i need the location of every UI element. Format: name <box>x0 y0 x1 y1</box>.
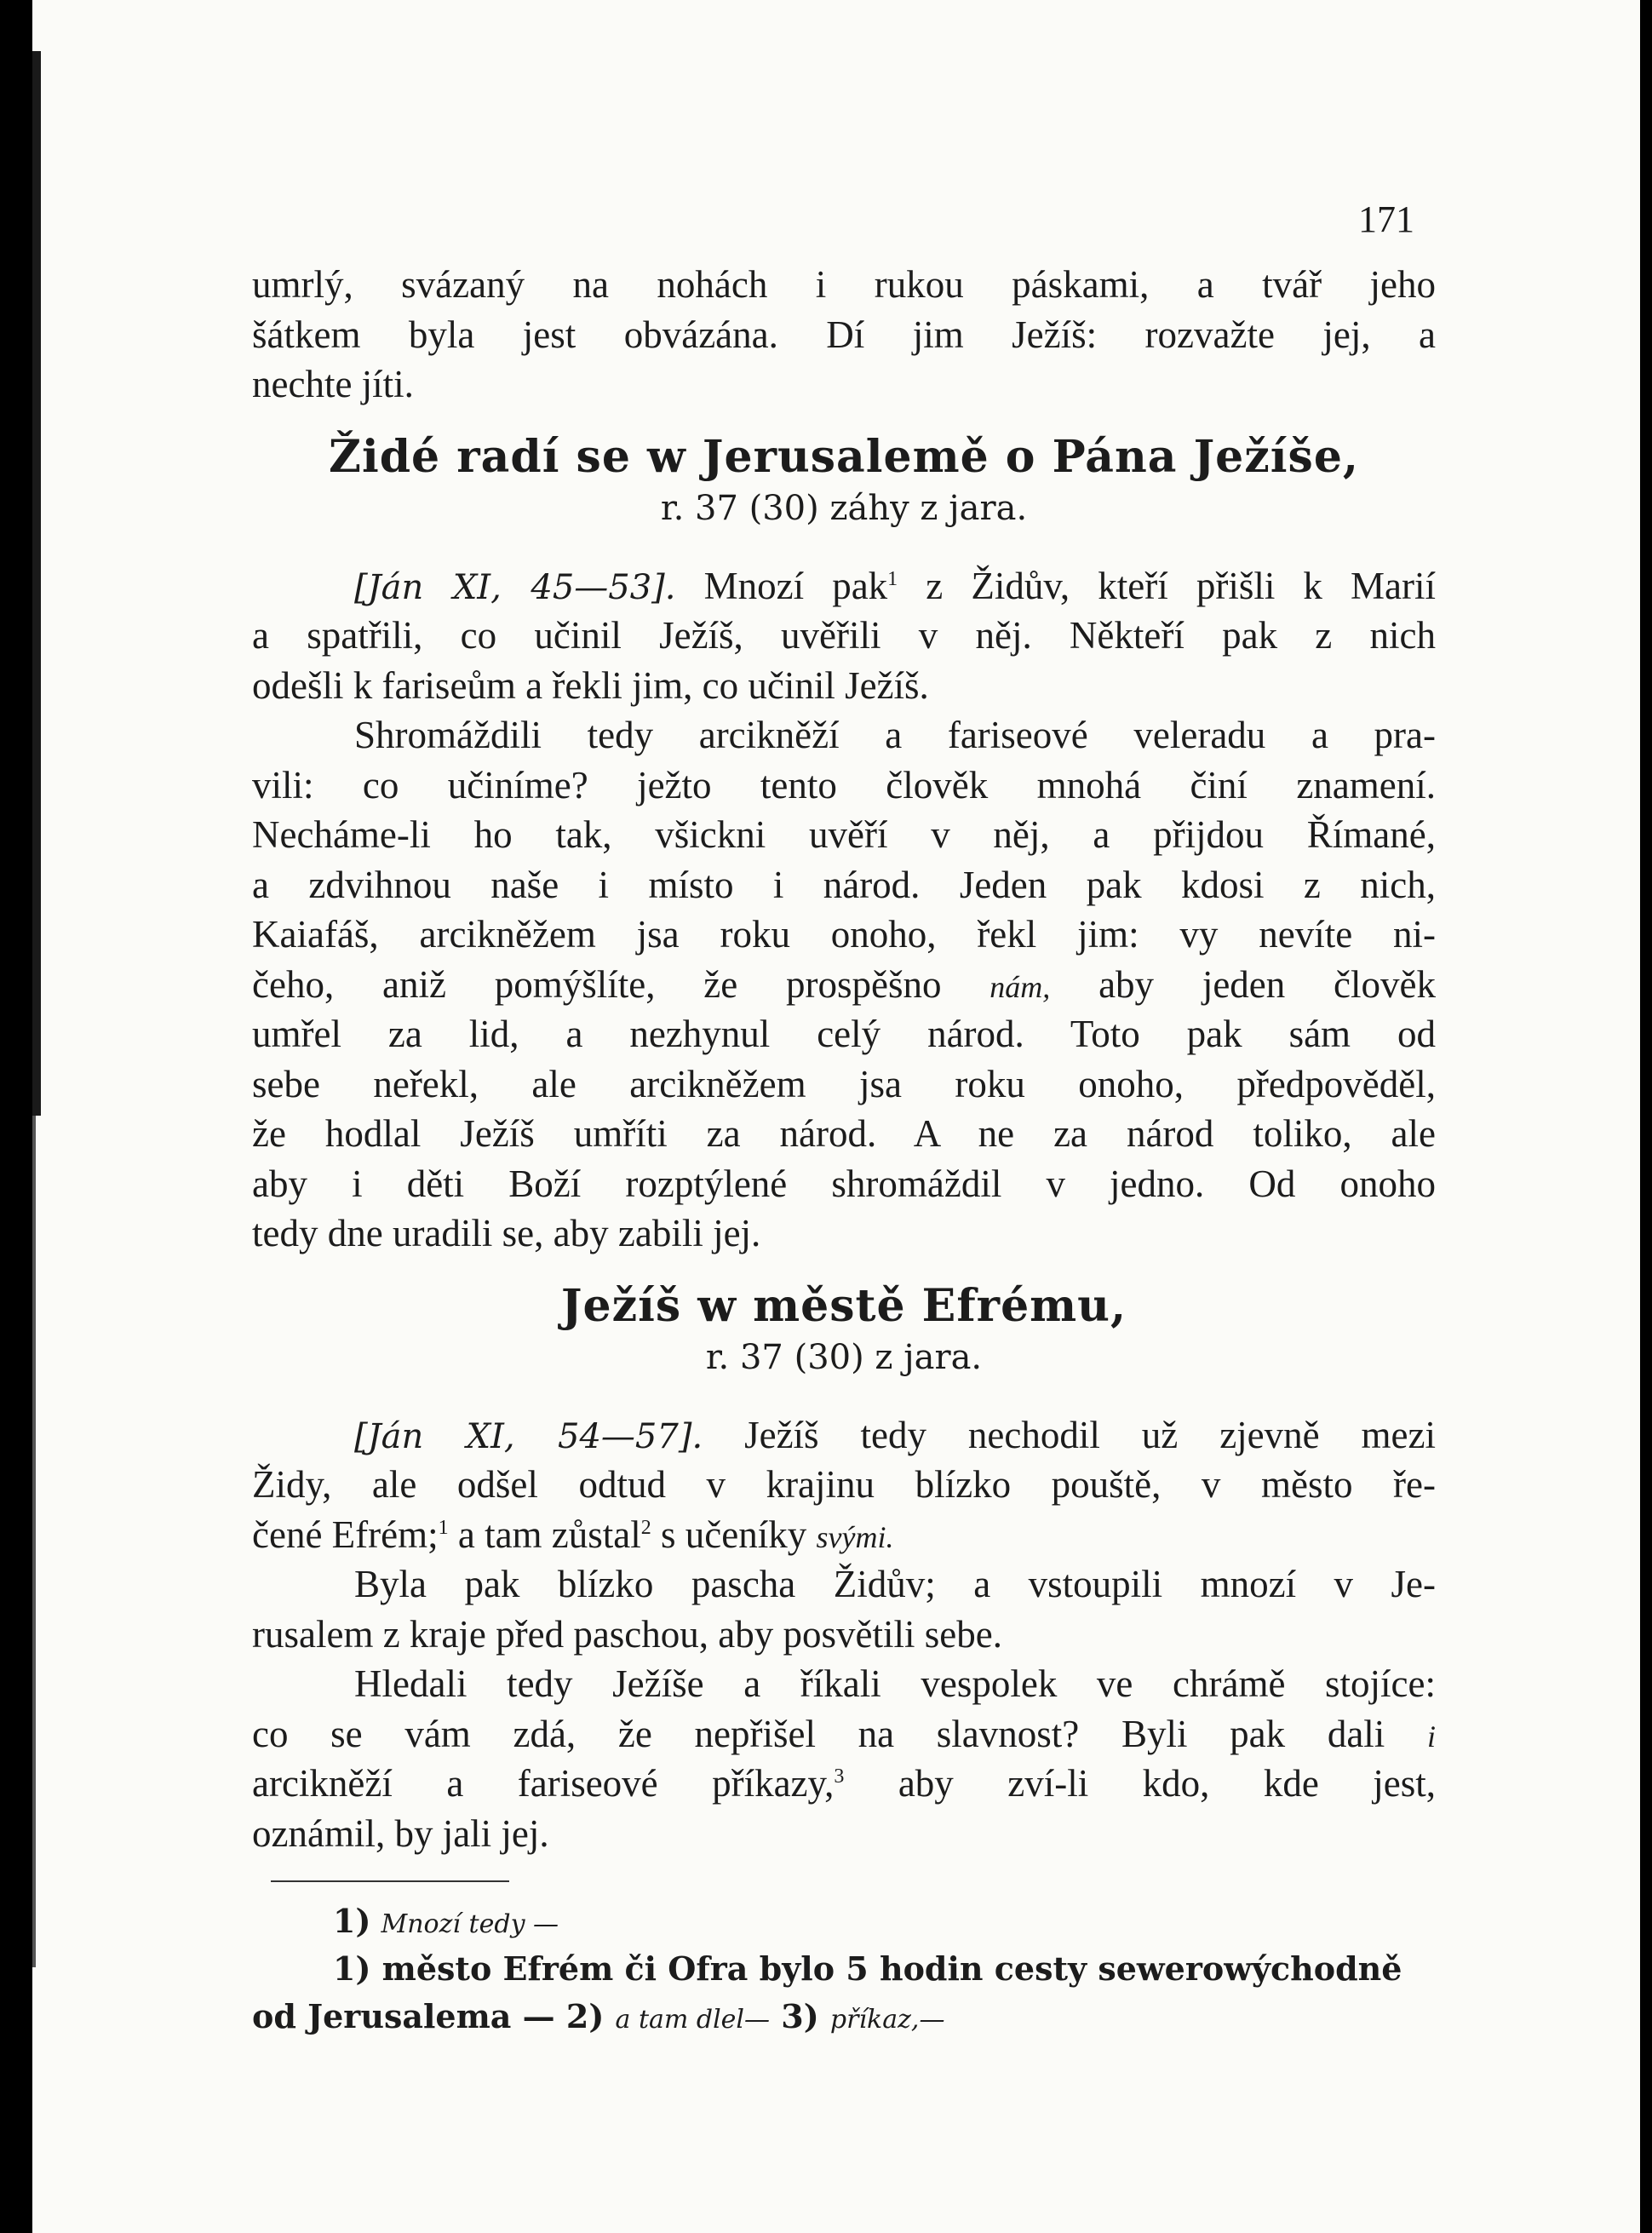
paragraph-pascha <box>252 1559 1436 1659</box>
text-line: a zdvihnou naše i místo i národ. Jeden pak kdosi z nich, <box>252 863 1436 906</box>
footnote-marker: 1 <box>438 1516 449 1539</box>
scripture-reference: [Ján XI, 45—53]. <box>354 567 676 607</box>
text-line: umrlý, svázaný na nohách i rukou páskami, a tvář jeho <box>252 263 1436 306</box>
text-line: Shromáždili tedy arcikněží a fariseové veleradu a pra- <box>354 714 1436 756</box>
text-line: [Ján XI, 54—57]. Ježíš tedy nechodil už zjevně mezi <box>354 1413 1436 1456</box>
paragraph-continuation <box>252 260 1436 410</box>
footnote-marker: 1 <box>887 567 898 590</box>
text-line: vili: co učiníme? ježto tento člověk mnohá činí znamení. <box>252 763 1436 807</box>
text-line: Byla pak blízko pascha Židův; a vstoupili mnozí v Je- <box>354 1563 1436 1605</box>
text-line: co se vám zdá, že nepřišel na slavnost? Byli pak dali i <box>252 1712 1436 1755</box>
section-heading: Ježíš w městě Efrému, <box>560 1279 1127 1332</box>
page-spine-shadow <box>32 51 41 1116</box>
text-line: [Ján XI, 45—53]. Mnozí pak$^1$ z Židův, kteří přišli k Marií <box>354 564 1437 607</box>
text-line: že hodlal Ježíš umříti za národ. A ne za národ toliko, ale <box>252 1112 1436 1155</box>
footnote: 1) město Efrém či Ofra bylo 5 hodin cesty sewerowýchodně <box>333 1949 1402 1988</box>
text-line: oznámil, by jali jej. <box>252 1811 549 1855</box>
text-line: Židy, ale odšel odtud v krajinu blízko pouště, v město ře- <box>252 1463 1436 1506</box>
text-line: Hledali tedy Ježíše a říkali vespolek ve chrámě stojíce: <box>354 1662 1436 1705</box>
footnote-marker: 2 <box>640 1516 651 1539</box>
footnote: od Jerusalema — 2) a tam dlel— 3) příkaz,— <box>252 1997 945 2035</box>
text-line: odešli k fariseům a řekli jim, co učinil Ježíš. <box>252 663 929 707</box>
section-subheading: r. 37 (30) záhy z jara. <box>660 488 1028 528</box>
text-line: sebe neřekl, ale arcikněžem jsa roku onoho, předpověděl, <box>252 1062 1436 1105</box>
paragraph-john-11-45 <box>252 561 1436 711</box>
text-line: aby i děti Boží rozptýlené shromáždil v jedno. Od onoho <box>252 1162 1436 1205</box>
text-line: čeho, aniž pomýšlíte, že prospěšno nám, aby jeden člověk <box>252 962 1437 1006</box>
footnote: 1) Mnozí tedy — <box>333 1902 559 1940</box>
paragraph-hledali <box>252 1659 1436 1858</box>
text-line: a spatřili, co učinil Ježíš, uvěřili v něj. Někteří pak z nich <box>252 614 1436 657</box>
text-line: tedy dne uradili se, aby zabili jej. <box>252 1212 761 1254</box>
paragraph-velerada <box>252 710 1436 1259</box>
page-edge-line <box>32 1116 36 1967</box>
footnote-marker: 3 <box>834 1765 845 1788</box>
text-line: Necháme-li ho tak, všickni uvěří v něj, a přijdou Římané, <box>252 813 1436 856</box>
text-line: šátkem byla jest obvázána. Dí jim Ježíš: rozvažte jej, a <box>252 313 1436 356</box>
page-number: 171 <box>1358 198 1414 240</box>
scripture-reference: [Ján XI, 54—57]. <box>354 1416 703 1456</box>
text-line: arcikněží a fariseové příkazy,$^3$ aby zví-li kdo, kde jest, <box>252 1762 1436 1805</box>
text-line: čené Efrém;$^1$ a tam zůstal$^2$ s učeníky svými. <box>252 1513 894 1556</box>
page-body <box>252 260 1436 2041</box>
section-heading: Židé radí se w Jerusalemě o Pána Ježíše, <box>328 430 1360 483</box>
footnotes <box>252 1897 1436 2041</box>
section-subheading: r. 37 (30) z jara. <box>705 1337 983 1377</box>
text-line: rusalem z kraje před paschou, aby posvětili sebe. <box>252 1612 1002 1656</box>
paragraph-john-11-54 <box>252 1410 1436 1560</box>
footnote-divider <box>271 1880 509 1882</box>
text-line: nechte jíti. <box>252 363 414 405</box>
text-line: Kaiafáš, arcikněžem jsa roku onoho, řekl jim: vy nevíte ni- <box>252 913 1436 956</box>
text-line: umřel za lid, a nezhynul celý národ. Toto pak sám od <box>252 1013 1436 1055</box>
